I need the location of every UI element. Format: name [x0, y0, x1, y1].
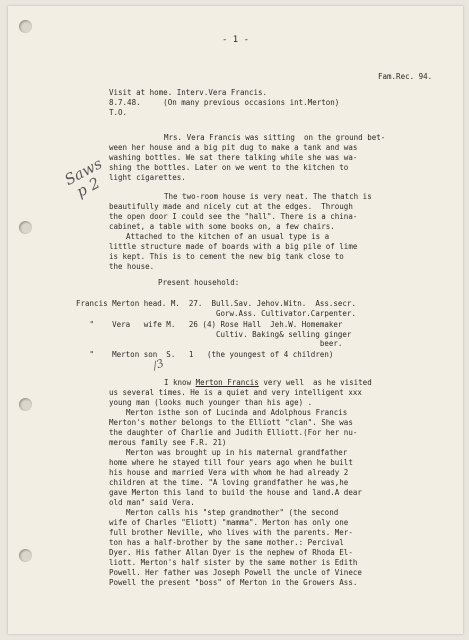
- page-number: - 1 -: [221, 35, 250, 45]
- household-row: beer.: [76, 339, 343, 348]
- text-line: Attached to the kitchen of an usual type is a: [126, 232, 330, 241]
- text-line: ton has a half-brother by the same mother.: Percival: [109, 538, 344, 547]
- text-line: washing bottles. We sat there talking while she was wa-: [109, 153, 358, 162]
- text-fragment: I know: [164, 378, 196, 387]
- text-line: Powell. Her father was Joseph Powell the uncle of Vinece: [109, 568, 362, 577]
- header-line: Visit at home. Interv.Vera Francis.: [109, 88, 268, 97]
- handwritten-margin-note: Saws p 2: [61, 154, 106, 204]
- text-line: is kept. This is to cement the new big tank close to: [109, 252, 344, 261]
- text-line: full brother Neville, who lives with the parents. Mer-: [109, 528, 353, 537]
- text-line: liott. Merton's half sister by the same mother is Edith: [109, 558, 358, 567]
- text-line: ween her house and a big pit dug to make a tank and was: [109, 143, 358, 152]
- underlined-name: Merton Francis: [195, 378, 259, 387]
- text-line: old man" said Vera.: [109, 498, 195, 507]
- header-line: 8.7.48. (On many previous occasions int.Merton): [109, 98, 340, 107]
- text-line: us several times. He is a quiet and very intelligent xxx: [109, 388, 362, 397]
- text-line: Merton isthe son of Lucinda and Adolphous Francis: [126, 408, 348, 417]
- text-line: the open door I could see the "hall". There is a china-: [109, 212, 358, 221]
- punch-hole: [19, 549, 32, 562]
- text-line: [164, 378, 372, 387]
- text-line: the daughter of Charlie and Judith Elliott.(For her nu-: [109, 428, 358, 437]
- text-line: gave Merton this land to build the house and land.A dear: [109, 488, 362, 497]
- text-line: beautifully made and nicely cut at the edges. Through: [109, 202, 353, 211]
- text-line: Merton's mother belongs to the Elliott "clan". She was: [109, 418, 353, 427]
- text-line: Merton was brought up in his maternal grandfather: [126, 448, 348, 457]
- household-title: Present household:: [158, 278, 240, 287]
- text-line: the house.: [109, 262, 155, 271]
- text-line: Mrs. Vera Francis was sitting on the ground bet-: [164, 133, 386, 142]
- record-reference: Fam.Rec. 94.: [378, 72, 433, 81]
- text-line: young man (looks much younger than his age) .: [109, 398, 313, 407]
- text-line: cabinet, a table with some books on, a few chairs.: [109, 222, 335, 231]
- household-row: Gorw.Ass. Cultivator.Carpenter.: [76, 309, 356, 318]
- handwritten-mark: /3: [151, 356, 166, 373]
- text-line: little structure made of boards with a big pile of lime: [109, 242, 358, 251]
- text-line: home where he stayed till four years ago when he built: [109, 458, 353, 467]
- text-line: children at the time. "A loving grandfather he was,he: [109, 478, 349, 487]
- household-row: Cultiv. Baking& selling ginger: [76, 330, 352, 339]
- header-line: T.O.: [109, 108, 128, 117]
- text-line: The two-room house is very neat. The thatch is: [164, 192, 372, 201]
- text-line: shing the bottles. Later on we went to the kitchen to: [109, 163, 349, 172]
- punch-hole: [19, 398, 32, 411]
- text-line: merous family see F.R. 21): [109, 438, 227, 447]
- text-fragment: very well as he visited: [258, 378, 372, 387]
- text-line: Dyer. His father Allan Dyer is the nephew of Rhoda El-: [109, 548, 353, 557]
- text-line: his house and married Vera with whom he had already 2: [109, 468, 349, 477]
- text-line: Powell the present "boss" of Merton in the Growers Ass.: [109, 578, 358, 587]
- punch-hole: [19, 20, 32, 33]
- household-row: " Vera wife M. 26 (4) Rose Hall Jeh.W. Homemaker: [76, 320, 343, 329]
- text-line: Merton calls his "step grandmother" (the second: [126, 508, 339, 517]
- household-row: " Merton son S. 1 (the youngest of 4 children): [76, 350, 334, 359]
- text-line: wife of Charles "Eliott) "mamma". Merton has only one: [109, 518, 349, 527]
- punch-hole: [19, 221, 32, 234]
- text-line: light cigarettes.: [109, 173, 186, 182]
- household-row: Francis Merton head. M. 27. Bull.Sav. Jehov.Witn. Ass.secr.: [76, 299, 356, 308]
- document-page: [8, 6, 463, 634]
